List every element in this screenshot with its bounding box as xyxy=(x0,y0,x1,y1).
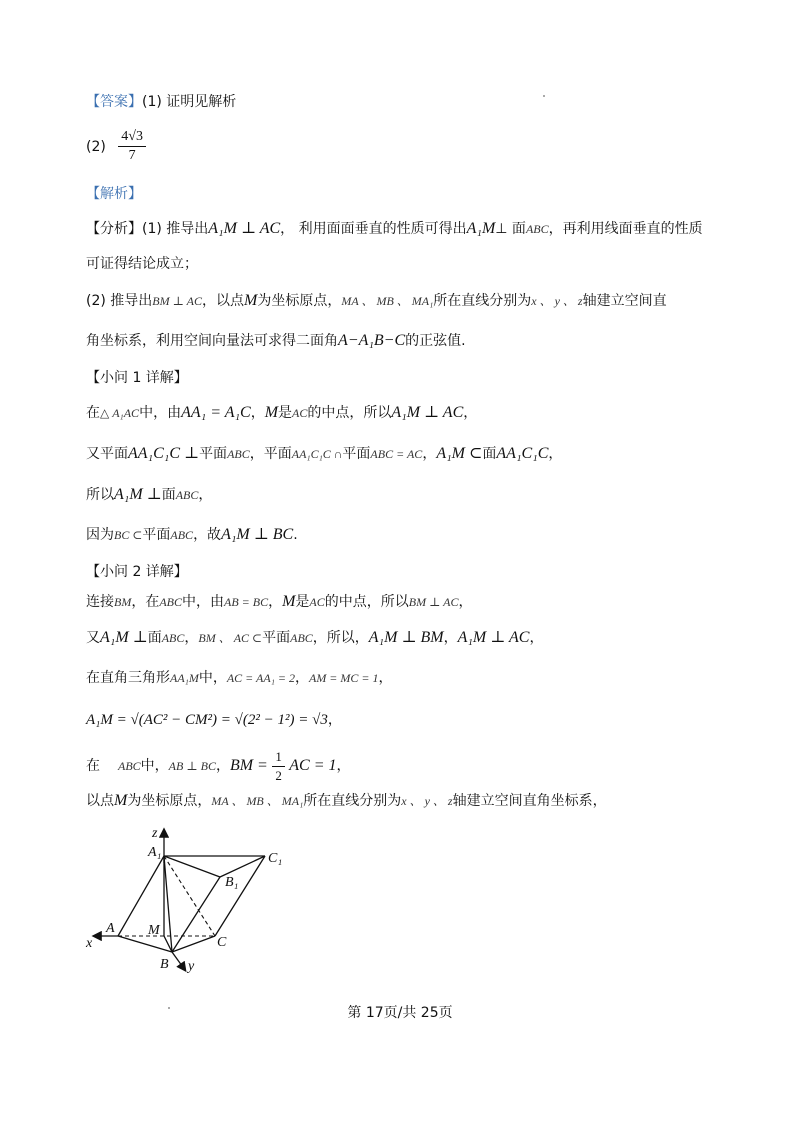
text: 在直角三角形 xyxy=(86,670,170,686)
text: ， 利用面面垂直的性质可得出 xyxy=(280,221,467,237)
text: ，在 xyxy=(131,594,160,610)
text: ，平面 xyxy=(249,446,292,462)
label-z: z xyxy=(152,826,158,841)
edge-a1-b1 xyxy=(164,856,220,877)
text: 中，由 xyxy=(182,594,224,610)
text: ， xyxy=(529,630,544,646)
math: MA 、 MB 、 MA₁ xyxy=(211,794,304,808)
label-x: x xyxy=(86,936,93,951)
math: A₁M ⊥ AC xyxy=(457,629,530,646)
math: BM ⊥ AC xyxy=(152,294,203,308)
q2-line-3 xyxy=(86,668,393,688)
analysis-tag: 【解析】 xyxy=(86,186,142,202)
text: 在 xyxy=(86,758,100,774)
math: BM ⊥ AC xyxy=(408,595,459,609)
text: 所以 xyxy=(86,487,114,503)
text: ， xyxy=(294,670,309,686)
math: AC = 1 xyxy=(289,757,337,774)
math: A₁M ⊥ BC xyxy=(221,526,294,543)
math: AM = MC = 1 xyxy=(308,671,379,685)
half-denominator: 2 xyxy=(275,767,282,783)
math: AC = AA₁ = 2 xyxy=(226,671,295,685)
text: 平面 xyxy=(142,527,171,543)
text: 面 xyxy=(161,487,176,503)
text: 【分析】(1) 推导出 xyxy=(86,221,209,237)
math: BM xyxy=(114,595,132,609)
math: x 、 y 、 z xyxy=(531,294,583,308)
math: ABC xyxy=(159,595,182,609)
math: AB ⊥ BC xyxy=(168,759,216,773)
text: ， xyxy=(198,487,213,503)
text: 面 xyxy=(482,446,497,462)
math: A₁M ⊥ AC xyxy=(208,220,281,237)
text: 又 xyxy=(86,630,100,646)
math: A₁M ⊥ xyxy=(100,629,148,646)
text: 为坐标原点， xyxy=(127,793,212,809)
q2-line-1 xyxy=(86,592,473,612)
math: AC xyxy=(309,595,325,609)
edge-b-b1 xyxy=(172,877,220,952)
math: AA₁C₁C ∩ xyxy=(291,447,343,461)
text: ， xyxy=(336,758,351,774)
half-fraction xyxy=(272,748,285,785)
text: 面 xyxy=(147,630,162,646)
text: ， xyxy=(327,712,342,728)
q2-line-2 xyxy=(86,628,543,648)
text: 平面 xyxy=(199,446,228,462)
text: 的中点，所以 xyxy=(307,405,392,421)
edge-a-b xyxy=(118,936,172,952)
answer-part2-line xyxy=(86,128,146,165)
math: ABC xyxy=(170,528,194,542)
text: 因为 xyxy=(86,527,114,543)
math: ABC xyxy=(175,488,199,502)
text: 中， xyxy=(198,670,227,686)
text: 又平面 xyxy=(86,446,128,462)
math: M xyxy=(114,792,128,809)
page-footer: 第 17页/共 25页 xyxy=(347,1005,453,1021)
q2-line-4 xyxy=(86,710,342,730)
math: M xyxy=(264,404,279,421)
q1-line-2 xyxy=(86,444,562,464)
fenxi-line-2: 可证得结论成立； xyxy=(86,256,198,272)
text: ，所以， xyxy=(312,630,369,646)
text: . xyxy=(293,527,298,543)
math: △ A₁AC xyxy=(100,406,140,420)
text: 中，由 xyxy=(139,405,182,421)
math: A₁M ⊂ xyxy=(436,445,483,462)
label-c1: C₁ xyxy=(268,851,283,866)
y-axis xyxy=(172,952,185,970)
prism-figure xyxy=(80,820,310,980)
text: ， xyxy=(250,405,265,421)
text: 轴建立空间直角坐标系， xyxy=(452,793,607,809)
math: A₁M xyxy=(466,220,496,237)
text: 是 xyxy=(295,594,310,610)
text: 以点 xyxy=(86,793,114,809)
text: ， xyxy=(215,758,230,774)
text: ， xyxy=(458,594,473,610)
math: A₁M ⊥ AC xyxy=(391,404,464,421)
text: ，故 xyxy=(193,527,222,543)
text: 的中点，所以 xyxy=(324,594,409,610)
math: ABC xyxy=(118,759,141,773)
text: ， xyxy=(463,405,478,421)
text: 连接 xyxy=(86,594,114,610)
label-c: C xyxy=(217,935,227,950)
text: ， xyxy=(184,630,199,646)
math: AA₁ = A₁C xyxy=(181,404,251,421)
math: A−A₁B−C xyxy=(338,332,406,349)
label-a: A xyxy=(106,921,115,936)
fenxi-line-3 xyxy=(86,291,667,311)
text: ， xyxy=(548,446,563,462)
text: (2) 推导出 xyxy=(86,293,153,309)
answer-part2-label: (2) xyxy=(86,138,106,155)
q1-line-3 xyxy=(86,485,212,505)
text: 角坐标系，利用空间向量法可求得二面角 xyxy=(86,333,338,349)
answer-fraction-denominator: 7 xyxy=(128,148,136,163)
text: ， xyxy=(443,630,458,646)
text: 是 xyxy=(278,405,293,421)
text: 的正弦值. xyxy=(405,333,466,349)
math: MA 、 MB 、 MA₁ xyxy=(341,294,434,308)
text: 平面 xyxy=(342,446,371,462)
q1-title: 【小问 1 详解】 xyxy=(86,370,188,386)
answer-part1: (1) 证明见解析 xyxy=(142,94,237,110)
math: BM 、 AC ⊂ xyxy=(198,631,263,645)
math: ABC = AC xyxy=(370,447,423,461)
q2-line-6 xyxy=(86,791,607,811)
label-m: M xyxy=(148,923,160,938)
q1-line-1 xyxy=(86,403,477,423)
answer-fraction-numerator: 4√3 xyxy=(118,128,146,147)
text: 轴建立空间直 xyxy=(582,293,667,309)
edge-b-c xyxy=(172,936,215,952)
math: ABC xyxy=(161,631,185,645)
text: 所在直线分别为 xyxy=(433,293,532,309)
scan-dot xyxy=(543,95,545,97)
text: ⊥ 面 xyxy=(495,221,526,237)
math: A₁M ⊥ xyxy=(114,486,162,503)
answer-fraction xyxy=(118,128,146,165)
math: A₁M = √(AC² − CM²) = √(2² − 1²) = √3 xyxy=(86,712,328,728)
q2-title: 【小问 2 详解】 xyxy=(86,564,188,580)
math: x 、 y 、 z xyxy=(401,794,453,808)
fenxi-line-4 xyxy=(86,331,466,351)
math: ABC xyxy=(525,222,549,236)
math: A₁M ⊥ BM xyxy=(368,629,444,646)
math: M xyxy=(282,593,296,610)
text: ， xyxy=(422,446,437,462)
math: AA₁M xyxy=(170,671,199,685)
text: ， xyxy=(268,594,283,610)
label-y: y xyxy=(188,959,195,974)
text: ，以点 xyxy=(202,293,245,309)
label-b: B xyxy=(160,957,169,972)
text: 所在直线分别为 xyxy=(303,793,402,809)
answer-line xyxy=(86,92,236,112)
q2-line-5 xyxy=(86,746,351,786)
label-a1: A₁ xyxy=(148,845,162,860)
answer-tag: 【答案】 xyxy=(86,94,142,110)
math: AC xyxy=(292,406,308,420)
math: M xyxy=(244,292,258,309)
math: AA₁C₁C ⊥ xyxy=(128,445,200,462)
math: ABC xyxy=(290,631,313,645)
math: BM = xyxy=(229,757,268,774)
text: 中， xyxy=(140,758,169,774)
half-numerator: 1 xyxy=(272,748,285,767)
label-b1: B₁ xyxy=(225,875,239,890)
text: ，再利用线面垂直的性质 xyxy=(548,221,703,237)
q1-line-4 xyxy=(86,525,298,545)
text: 在 xyxy=(86,405,100,421)
text: 平面 xyxy=(262,630,291,646)
math: AB = BC xyxy=(224,595,269,609)
fenxi-line-1 xyxy=(86,219,703,239)
math: AA₁C₁C xyxy=(496,445,549,462)
math: BC ⊂ xyxy=(114,528,143,542)
text: ， xyxy=(378,670,393,686)
text: 为坐标原点， xyxy=(257,293,342,309)
math: ABC xyxy=(227,447,250,461)
